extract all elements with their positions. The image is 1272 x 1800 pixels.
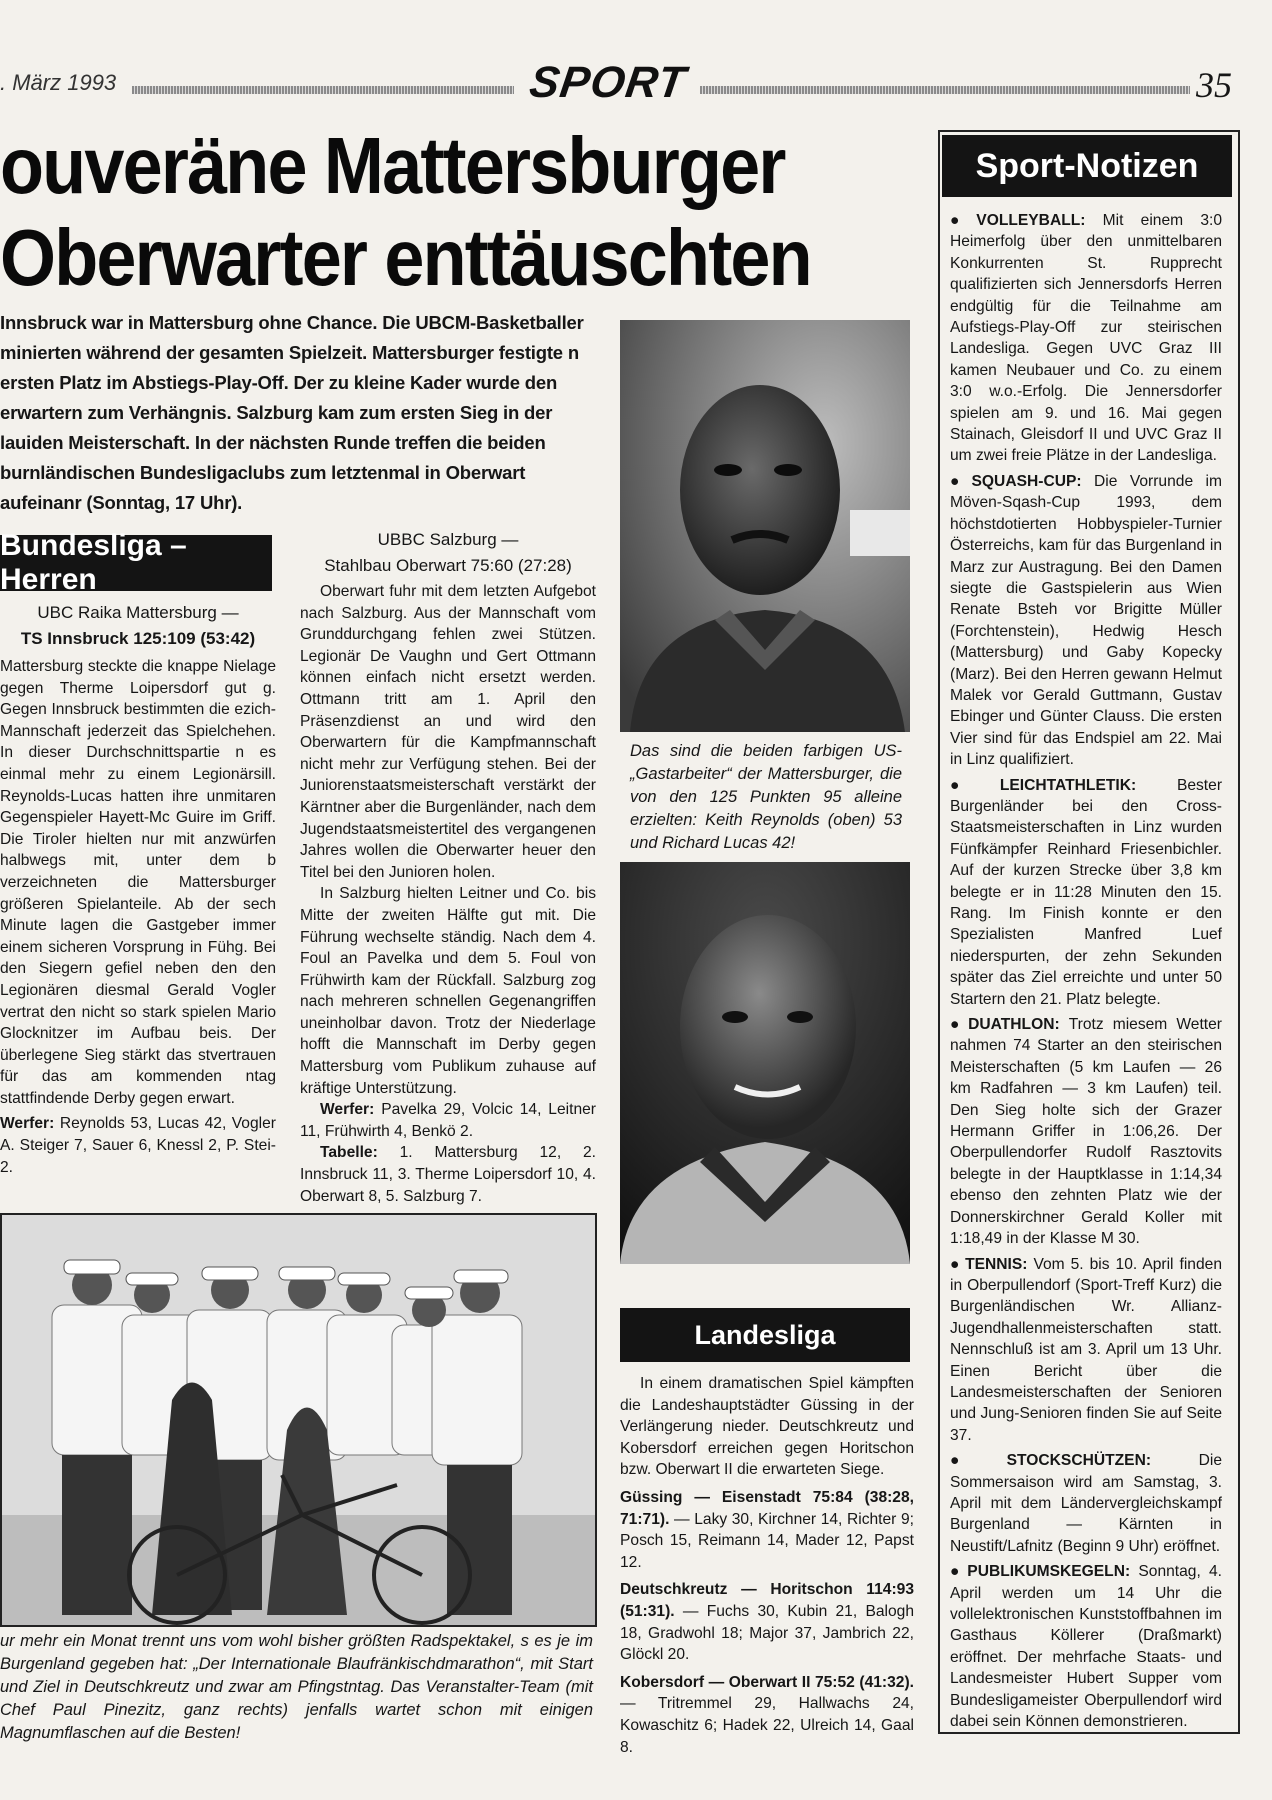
landesliga-result-3 (620, 1672, 914, 1758)
game2-scorers (300, 1099, 596, 1142)
game2-heading-line2: Stahlbau Oberwart 75:60 (27:28) (324, 556, 572, 575)
notiz-label: TENNIS: (965, 1255, 1034, 1273)
bullet-icon: ● (950, 1452, 1003, 1470)
game1-heading-line2: TS Innsbruck 125:109 (53:42) (20, 629, 256, 648)
headline-line-2: Oberwarter enttäuschten (0, 213, 811, 302)
game1-scorers (0, 1113, 276, 1178)
issue-date: . März 1993 (0, 70, 117, 95)
notiz-text: Sonntag, 4. April werden um 14 Uhr die vollelektronischen Kunststoffbahnen im Gasthaus Köllerer (Draßmarkt) eröffnet. Der mehrfache Staats- und Landesmeister Hubert Supper vom Bundesligameister Oberpullendorf wird dabei sein Können demonstrieren. (950, 1563, 1223, 1731)
team-photo (0, 1213, 597, 1627)
result-3-head: Kobersdorf — Oberwart II 75:52 (41:32). (620, 1673, 914, 1691)
game2-heading (300, 527, 596, 579)
game2-scorers-label: Werfer: (320, 1101, 375, 1119)
sport-notizen-list (950, 210, 1222, 1736)
result-2-text: — Fuchs 30, Kubin 21, Balogh 18, Gradwohl 18; Major 37, Jambrich 22, Glöckl 20. (620, 1602, 914, 1664)
bullet-icon: ● (950, 472, 968, 490)
notiz-text: Bester Burgenländer bei den Cross-Staatsmeisterschaften in Linz wurden Fünfkämpfer Reinhard Friesenbichler. Auf der kurzen Strecke über 3,8 km belegte er in 11:28 Minuten den 15. Rang. Im Finish konnte er den Spezialisten Manfred Luef niederspurten, der zehn Sekunden später das Ziel erreichte und unter 50 Startern den 21. Platz belegte. (950, 776, 1223, 1008)
notiz-item (950, 1254, 1222, 1447)
notiz-text: Vom 5. bis 10. April finden in Oberpullendorf (Sport-Treff Kurz) die Burgenländischen Wr. Allianz-Jugendhallenmeisterschaften statt. Nennschluß ist am 3. April um 13 Uhr. Einen Bericht über die Landesmeisterschaften der Senioren und Jung-Senioren finden Sie auf Seite 37. (950, 1255, 1222, 1444)
landesliga-result-1 (620, 1487, 914, 1573)
notiz-item (950, 1014, 1222, 1249)
lead-paragraph: Innsbruck war in Mattersburg ohne Chance. Die UBCM-Basketballer minierten während der gesamten Spielzeit. Mattersburger festigte n ersten Platz im Abstiegs-Play-Off. Der zu kleine Kader wurde den erwartern zum Verhängnis. Salzburg kam zum ersten Sieg in der lauiden Meisterschaft. In der nächsten Runde treffen die beiden burnländischen Bundesligaclubs zum letztenmal in Oberwart aufeinanr (Sonntag, 17 Uhr). (0, 312, 584, 513)
landesliga-result-2 (620, 1579, 914, 1665)
notiz-label: LEICHTATHLETIK: (999, 776, 1177, 794)
section-title: SPORT (526, 58, 690, 107)
game2-paragraph-1: Oberwart fuhr mit dem letzten Aufgebot nach Salzburg. Aus der Mannschaft vom Grunddurchgang fehlen zwei Stützen. Legionär De Vaughn und Gert Ottmann können einfach nicht ersetzt werden. Ottmann tritt am 1. April den Präsenzdienst an und wird den Oberwartern für die Kampfmannschaft nicht mehr zur Verfügung stehen. Bei der Juniorenstaatsmeisterschaft verstärkt der Kärntner aber die Burgenländer, nach dem Jugendstaatsmeistertitel des vergangenen Jahres wollen die Oberwarter heuer den Titel bei den Junioren holen. (300, 583, 596, 881)
player-photo-lucas (620, 862, 910, 1264)
headline-line-1: ouveräne Mattersburger (0, 121, 785, 210)
game2-heading-line1: UBBC Salzburg — (377, 530, 519, 549)
bullet-icon: ● (950, 1016, 965, 1034)
header-rule-left (132, 86, 514, 94)
landesliga-box-title: Landesliga (694, 1319, 836, 1350)
bullet-icon: ● (950, 776, 996, 794)
notiz-item (950, 1561, 1222, 1732)
player-photo-caption: Das sind die beiden farbigen US-„Gastarbeiter“ der Mattersburger, die von den 125 Punkten 95 alleine erzielten: Keith Reynolds (oben) 53 und Richard Lucas 42! (630, 742, 902, 852)
notiz-text: Die Vorrunde im Möven-Sqash-Cup 1993, dem höchstdotierten Hobbyspieler-Turnier Österreichs, kam für das Burgenland in Marz zur Austragung. Bei den Damen siegte die Gastspielerin aus Wien Renate Bsteh vor Brigitte Müller (Forchtenstein), Hedwig Hesch (Mattersburg) und Gaby Kopecky (Marz). Bei den Herren gewann Helmut Malek vor Gerald Guttmann, Gustav Ebinger und Günter Clauss. Die ersten Vier sind für das Endspiel am 22. Mai in Linz qualifiziert. (950, 472, 1223, 769)
column-game-2 (300, 527, 596, 1207)
result-3-text: — Tritremmel 29, Hallwachs 24, Kowaschitz 6; Hadek 22, Ulreich 14, Gaal 8. (620, 1695, 914, 1756)
notiz-item (950, 775, 1222, 1010)
landesliga-box (620, 1308, 910, 1362)
notiz-item (950, 210, 1222, 467)
game1-heading-line1: UBC Raika Mattersburg — (37, 603, 239, 622)
headline (0, 120, 837, 304)
column-game-1 (0, 600, 276, 1178)
sport-notizen-box-title: Sport-Notizen (975, 146, 1199, 185)
bundesliga-box-title: Bundesliga – Herren (0, 529, 187, 596)
notiz-label: VOLLEYBALL: (976, 212, 1103, 229)
game1-text: Mattersburg steckte die knappe Nielage gegen Therme Loipersdorf gut g. Gegen Innsbruck bestimmten die ezich-Mannschaft jederzeit das Spielchehen. In dieser Durchschnittspartie n es einmal mehr zu einem Legionärsill. Reynolds-Lucas hatten ihre unmitaren Gegenspieler Hayett-Mc Guire im Griff. Die Tiroler hielten nur mit anzwürfen halbwegs mit, unter dem b verzeichneten die Mattersburger größeren Spielanteile. Ab der sech Minute lagen die Gastgeber immer einem sicheren Vorsprung in Fühg. Bei den Siegern gefiel neben den den Legionären diesmal Gerald Vogler vertrat den nicht so stark spielen Mario Glocknitzer im Aufbau beis. Der überlegene Sieg stärkt das stvertrauen für das am kommenden ntag stattfindende Derby gegen erwart. (0, 658, 276, 1107)
header-rule-right (700, 86, 1190, 94)
portrait-reynolds-image (620, 320, 910, 732)
result-1-text: — Laky 30, Kirchner 14, Richter 9; Posch 15, Reimann 14, Mader 12, Papst 12. (620, 1510, 914, 1571)
notiz-item (950, 1450, 1222, 1557)
bullet-icon: ● (950, 1563, 964, 1581)
page-number: 35 (1196, 65, 1232, 105)
notiz-label: STOCKSCHÜTZEN: (1006, 1452, 1199, 1470)
notiz-label: SQUASH-CUP: (971, 472, 1094, 490)
table-text: 1. Mattersburg 12, 2. Innsbruck 11, 3. Therme Loipersdorf 10, 4. Oberwart 8, 5. Salzburg 7. (300, 1144, 596, 1205)
landesliga-intro: In einem dramatischen Spiel kämpften die Landeshauptstädter Güssing in der Verlängerung nieder. Deutschkreutz und Kobersdorf erreichen gegen Horitschon bzw. Oberwart II die erwarteten Siege. (620, 1375, 914, 1479)
bundesliga-box (0, 529, 272, 596)
notiz-text: Die Sommersaison wird am Samstag, 3. April mit dem Ländervergleichskampf Burgenland — Kärnten in Neustift/Lafnitz (Beginn 9 Uhr) eröffnet. (950, 1452, 1222, 1555)
bullet-icon: ● (950, 1255, 962, 1273)
game1-scorers-label: Werfer: (0, 1115, 55, 1133)
landesliga-column (620, 1373, 914, 1758)
game2-scorers-text: Pavelka 29, Volcic 14, Leitner 11, Frühwirth 4, Benkö 2. (300, 1101, 596, 1140)
player-photo-reynolds (620, 320, 910, 732)
table-label: Tabelle: (320, 1144, 378, 1162)
notiz-item (950, 471, 1222, 771)
notiz-text: Mit einem 3:0 Heimerfolg über den unmittelbaren Konkurrenten St. Rupprecht qualifizierten sich Jennersdorfs Herren endgültig für die Teilnahme am Aufstiegs-Play-Off zur steirischen Landesliga. Gegen UVC Graz III kamen Neubauer und Co. zu einem 3:0 w.o.-Erfolg. Die Jennersdorfer spielen am 9. und 16. Mai gegen Stainach, Gleisdorf II und UVC Graz II um zwei freie Plätze in der Landesliga. (950, 212, 1222, 465)
game2-paragraph-2: In Salzburg hielten Leitner und Co. bis Mitte der zweiten Hälfte gut mit. Die Führung wechselte ständig. Nach dem 4. Foul an Pavelka und dem 5. Foul von Frühwirth kam der Rückfall. Salzburg zog nach mehreren schnellen Gegenangriffen uneinholbar davon. Trotz der Niederlage hofft die Mannschaft im Derby gegen Mattersburg vom Publikum zuhause auf kräftige Unterstützung. (300, 885, 596, 1097)
table-standings (300, 1142, 596, 1207)
game1-heading (0, 600, 276, 652)
portrait-lucas-image (620, 862, 910, 1264)
notiz-text: Trotz miesem Wetter nahmen 74 Starter an den steirischen Meisterschaften (5 km Laufen — 26 km Radfahren — 3 km Laufen) teil. Den Sieg holte sich der Grazer Hermann Griffer in 1:06,26. Der Oberpullendorfer Rudolf Rasztovits belegte in der Hauptklasse in 1:14,34 ebenso den zehnten Platz wie der Donnerskirchner Gerald Koller mit 1:18,49 in der Klasse M 30. (950, 1016, 1222, 1248)
notiz-label: DUATHLON: (968, 1016, 1069, 1034)
result-1-head: Güssing — Eisenstadt 75:84 (38:28, 71:71). (620, 1488, 914, 1528)
team-photo-image (2, 1215, 595, 1625)
team-photo-caption: ur mehr ein Monat trennt uns vom wohl bisher größten Radspektakel, s es je im Burgenland gegeben hat: „Der Internationale Blaufränkischdmarathon“, mit Start und Ziel in Deutschkreutz und zwar am Pfingstntag. Das Veranstalter-Team (mit Chef Paul Pinezitz, ganz rechts) jenfalls wartet schon mit einigen Magnumflaschen auf die Besten! (0, 1632, 593, 1742)
game1-scorers-text: Reynolds 53, Lucas 42, Vogler A. Steiger 7, Sauer 6, Knessl 2, P. Stei- 2. (0, 1115, 276, 1176)
result-2-head: Deutschkreutz — Horitschon 114:93 (51:31). (620, 1581, 914, 1620)
sport-notizen-box (942, 135, 1232, 197)
bullet-icon: ● (950, 212, 973, 229)
notiz-label: PUBLIKUMSKEGELN: (967, 1563, 1139, 1581)
